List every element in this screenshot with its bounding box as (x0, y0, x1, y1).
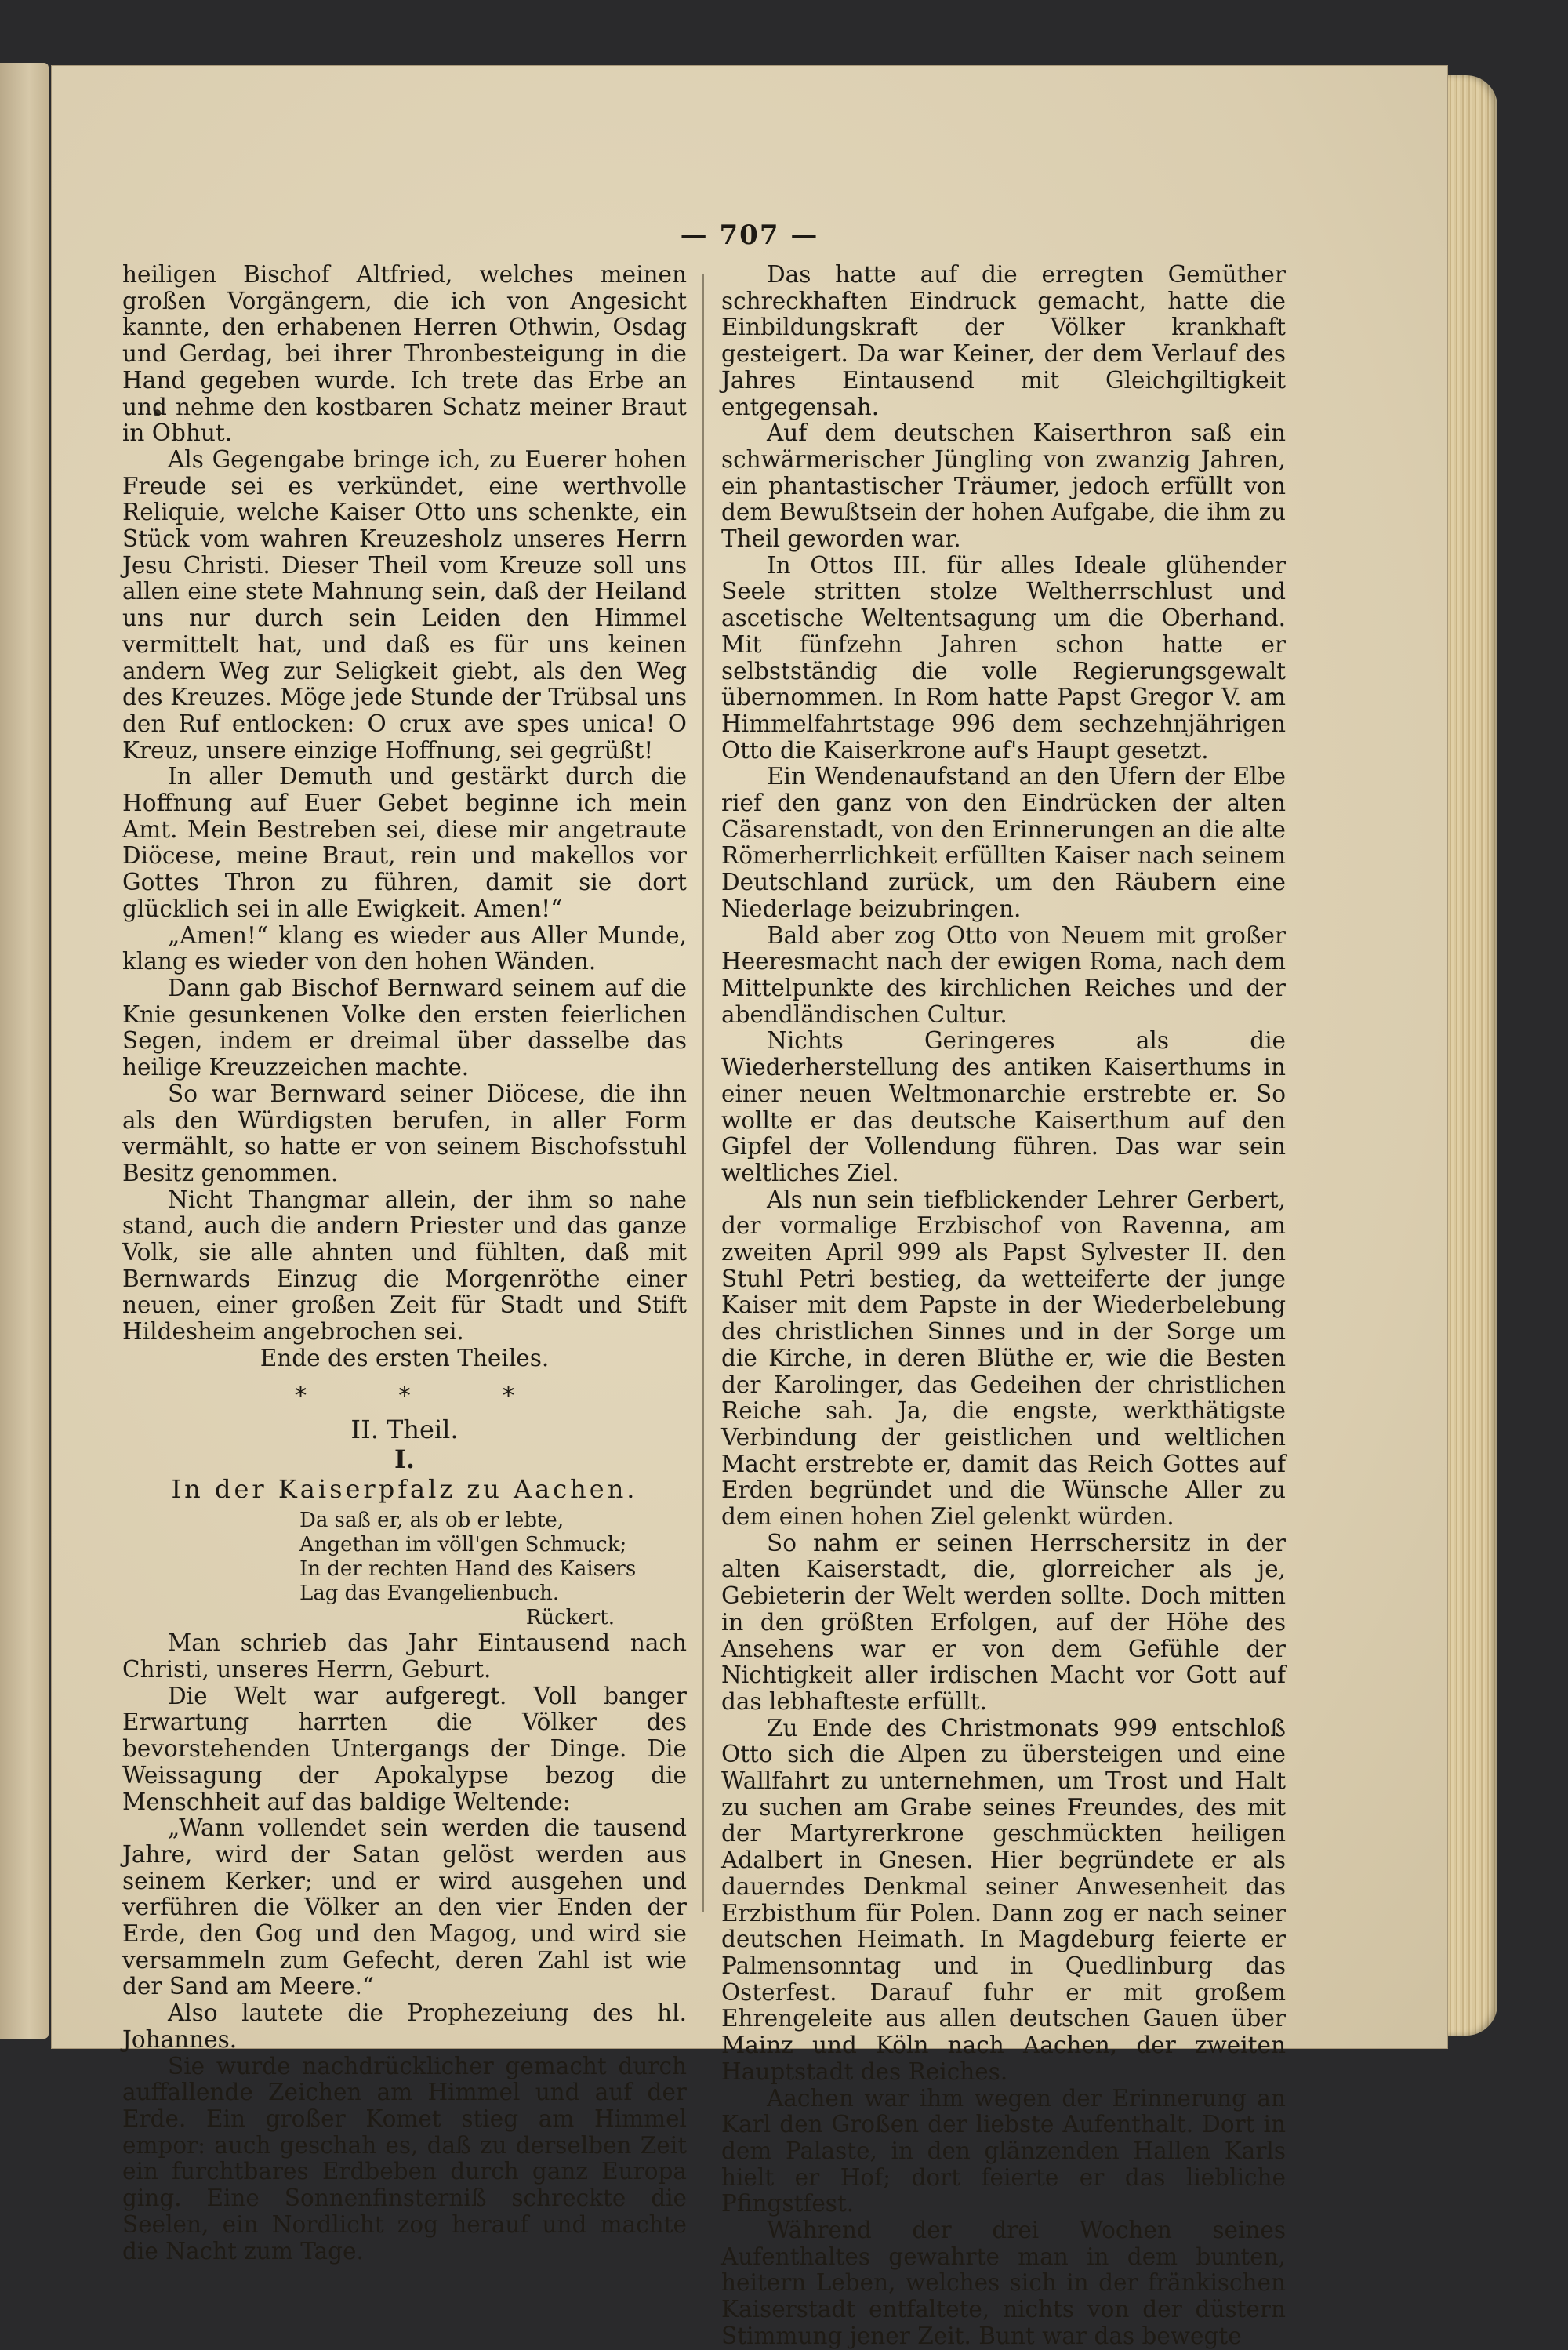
poem-line: Angethan im völl'gen Schmuck; (299, 1533, 627, 1557)
paragraph: Sie wurde nachdrücklicher gemacht durch auffallende Zeichen am Himmel und auf der Erde. Ein großer Komet stieg am Himmel empor: auch geschah es, daß zu derselben Zeit ein furchtbares Erdbeben durch ganz Europa ging. Eine Sonnenfinsterniß schreckte die Seelen, ein Nordlicht zog herauf und machte die Nacht zum Tage. (122, 2052, 687, 2265)
paragraph: Als nun sein tiefblickender Lehrer Gerbert, der vormalige Erzbischof von Ravenna, am zweiten April 999 als Papst Sylvester II. den Stuhl Petri bestieg, da wetteiferte der junge Kaiser mit dem Papste in der Wiederbelebung des christlichen Sinnes und in der Sorge um die Kirche, in deren Blüthe er, wie die Besten der Karolinger, das Gedeihen der christlichen Reiche sah. Ja, die engste, werkthätigste Verbindung der geistlichen und weltlichen Macht erstrebte er, damit das Reich Gottes auf Erden begründet und die Wünsche Aller zu dem einen hohen Ziel gelenkt würden. (721, 1186, 1286, 1531)
paragraph: Während der drei Wochen seines Aufenthaltes gewahrte man in dem bunten, heitern Leben, welches sich in der fränkischen Kaiserstadt entfaltete, nichts von der düstern Stimmung jener Zeit. Bunt war das bewegte (721, 2217, 1286, 2349)
facing-page-edge (0, 63, 49, 2039)
paragraph: Zu Ende des Christmonats 999 entschloß Otto sich die Alpen zu übersteigen und eine Wallfahrt zu unternehmen, um Trost und Halt zu suchen am Grabe seines Freundes, des mit der Martyrerkrone geschmückten heiligen Adalbert in Gnesen. Hier begründete er als dauerndes Denkmal seiner Anwesenheit das Erzbisthum für Polen. Dann zog er nach seiner deutschen Heimath. In Magdeburg feierte er Palmensonntag und in Quedlinburg das Osterfest. Darauf fuhr er mit großem Ehrengeleite aus allen deutschen Gauen über Mainz und Köln nach Aachen, der zweiten Hauptstadt des Reiches. (721, 1714, 1286, 2085)
part-title: II. Theil. (350, 1415, 459, 1445)
quote-paragraph: „Wann vollendet sein werden die tausend Jahre, wird der Satan gelöst werden aus seinem Kerker; und er wird ausgehen und verführen die Völker an den vier Enden der Erde, den Gog und den Magog, und wird sie versammeln zum Gefecht, deren Zahl ist wie der Sand am Meere.“ (122, 1814, 687, 2000)
column-divider (702, 274, 704, 1912)
paragraph: Aachen war ihm wegen der Erinnerung an Karl den Großen der liebste Aufenthalt. Dort in dem Palaste, in den glänzenden Hallen Karls hielt er Hof; dort feierte er das liebliche Pfingstfest. (721, 2084, 1286, 2217)
end-of-part-note: Ende des ersten Theiles. (260, 1344, 550, 1371)
poem-line: In der rechten Hand des Kaisers (299, 1557, 637, 1582)
right-column (721, 262, 1286, 2350)
section-stars: * * * (294, 1382, 557, 1410)
paragraph: Als Gegengabe bringe ich, zu Euerer hohen Freude sei es verkündet, eine werthvolle Reliquie, welche Kaiser Otto uns schenkte, ein Stück vom wahren Kreuzesholz unseres Herrn Jesu Christi. Dieser Theil vom Kreuze soll uns allen eine stete Mahnung sein, daß der Heiland uns nur durch sein Leiden den Himmel vermittelt hat, und daß es für uns keinen andern Weg zur Seligkeit giebt, als den Weg des Kreuzes. Möge jede Stunde der Trübsal uns den Ruf entlocken: O crux ave spes unica! O Kreuz, unsere einzige Hoffnung, sei gegrüßt! (122, 445, 687, 764)
paragraph: heiligen Bischof Altfried, welches meinen großen Vorgängern, die ich von Angesicht kannte, den erhabenen Herren Othwin, Osdag und Gerdag, bei ihrer Thronbesteigung in die Hand gegeben wurde. Ich trete das Erbe an und nehme den kostbaren Schatz meiner Braut in Obhut. (122, 261, 687, 447)
paragraph: Man schrieb das Jahr Eintausend nach Christi, unseres Herrn, Geburt. (122, 1629, 687, 1684)
paragraph: Die Welt war aufgeregt. Voll banger Erwartung harrten die Völker des bevorstehenden Untergangs der Dinge. Die Weissagung der Apokalypse bezog die Menschheit auf das baldige Weltende: (122, 1682, 687, 1815)
paragraph: So war Bernward seiner Diöcese, die ihn als den Würdigsten berufen, in aller Form vermählt, so hatte er von seinem Bischofsstuhl Besitz genommen. (122, 1080, 687, 1186)
book-page-edges (1447, 75, 1497, 2036)
epigraph-poem (299, 1509, 687, 1606)
paragraph: In Ottos III. für alles Ideale glühender Seele stritten stolze Weltherrschlust und ascetische Weltentsagung um die Oberhand. Mit fünfzehn Jahren schon hatte er selbstständig die volle Regierungsgewalt übernommen. In Rom hatte Papst Gregor V. am Himmelfahrtstage 996 dem sechzehnjährigen Otto die Kaiserkrone auf's Haupt gesetzt. (721, 551, 1286, 764)
poem-line: Lag das Evangelienbuch. (299, 1582, 560, 1606)
paragraph: Das hatte auf die erregten Gemüther schreckhaften Eindruck gemacht, hatte die Einbildungskraft der Völker krankhaft gesteigert. Da war Keiner, der dem Verlauf des Jahres Eintausend mit Gleichgiltigkeit entgegensah. (721, 261, 1286, 420)
paragraph: Dann gab Bischof Bernward seinem auf die Knie gesunkenen Volke den ersten feierlichen Segen, indem er dreimal über dasselbe das heilige Kreuzzeichen machte. (122, 974, 687, 1081)
paragraph: So nahm er seinen Herrschersitz in der alten Kaiserstadt, die, glorreicher als je, Gebieterin der Welt werden sollte. Doch mitten in den größten Erfolgen, auf der Höhe des Ansehens war er von dem Gefühle der Nichtigkeit aller irdischen Macht vor Gott auf das lebhafteste erfüllt. (721, 1529, 1286, 1715)
poem-author: Rückert. (525, 1606, 615, 1630)
chapter-title: In der Kaiserpfalz zu Aachen. (171, 1473, 638, 1504)
paragraph: Nicht Thangmar allein, der ihm so nahe stand, auch die andern Priester und das ganze Volk, sie alle ahnten und fühlten, daß mit Bernwards Einzug die Morgenröthe einer neuen, einer großen Zeit für Stadt und Stift Hildesheim angebrochen sei. (122, 1186, 687, 1346)
chapter-number: I. (394, 1444, 416, 1474)
paragraph: Bald aber zog Otto von Neuem mit großer Heeresmacht nach der ewigen Roma, nach dem Mittelpunkte des kirchlichen Reiches und der abendländischen Cultur. (721, 921, 1286, 1028)
paragraph: Ein Wendenaufstand an den Ufern der Elbe rief den ganz von den Eindrücken der alten Cäsarenstadt, von den Erinnerungen an die alte Römerherrlichkeit erfüllten Kaiser nach seinem Deutschland zurück, um den Räubern eine Niederlage beizubringen. (721, 763, 1286, 922)
paragraph: Nichts Geringeres als die Wiederherstellung des antiken Kaiserthums in einer neuen Weltmonarchie erstrebte er. So wollte er das deutsche Kaiserthum auf den Gipfel der Vollendung führen. Das war sein weltliches Ziel. (721, 1027, 1286, 1186)
paragraph: In aller Demuth und gestärkt durch die Hoffnung auf Euer Gebet beginne ich mein Amt. Mein Bestreben sei, diese mir angetraute Diöcese, meine Braut, rein und makellos vor Gottes Thron zu führen, damit sie dort glücklich sei in alle Ewigkeit. Amen!“ (122, 763, 687, 922)
paragraph: „Amen!“ klang es wieder aus Aller Munde, klang es wieder von den hohen Wänden. (122, 921, 687, 975)
poem-line: Da saß er, als ob er lebte, (299, 1509, 564, 1533)
page-number: — 707 — (680, 220, 819, 251)
book-page (52, 66, 1447, 2349)
left-column (122, 262, 687, 2265)
paragraph: Auf dem deutschen Kaiserthron saß ein schwärmerischer Jüngling von zwanzig Jahren, ein phantastischer Träumer, jedoch erfüllt von dem Bewußtsein der hohen Aufgabe, die ihm zu Theil geworden war. (721, 420, 1286, 553)
paragraph: Also lautete die Prophezeiung des hl. Johannes. (122, 1999, 687, 2053)
